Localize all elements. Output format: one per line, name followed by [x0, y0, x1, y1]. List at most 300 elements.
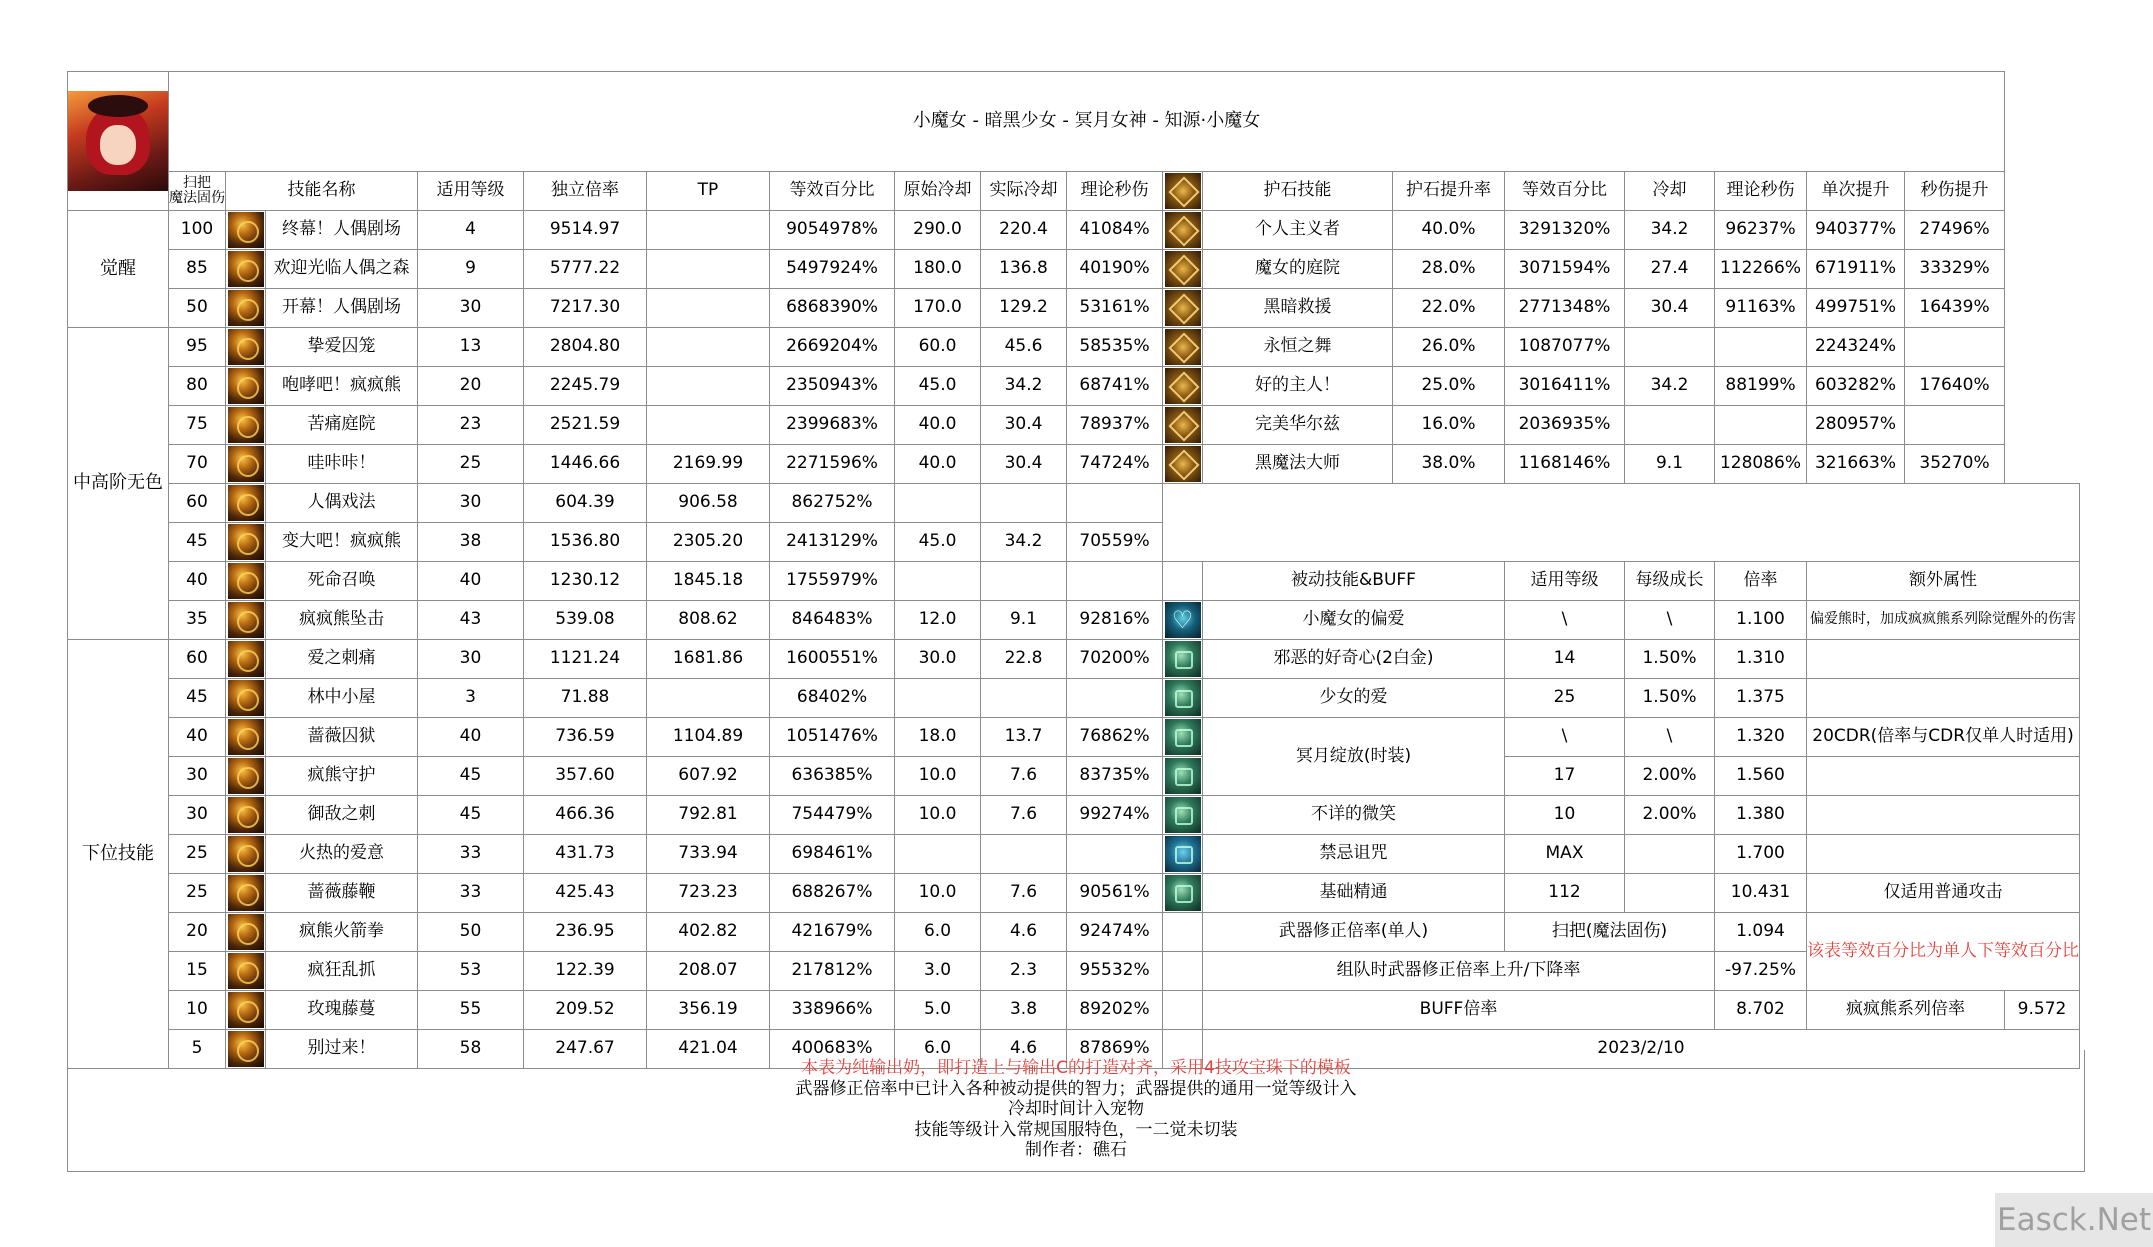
- skill-icon-cell: [226, 991, 266, 1030]
- skill-icon-cell: [226, 796, 266, 835]
- skill-level: 25: [418, 445, 524, 484]
- rune-equiv-pct: 1087077%: [1505, 328, 1625, 367]
- skill-actual-cd: 129.2: [981, 289, 1067, 328]
- rune-boost: 38.0%: [1393, 445, 1505, 484]
- skill-rate: 1230.12: [524, 562, 647, 601]
- skill-icon: [228, 329, 264, 365]
- category-awaken: 觉醒: [68, 211, 169, 328]
- skill-level: 55: [418, 991, 524, 1030]
- skill-tp: [647, 250, 770, 289]
- skill-orig-cd: 10.0: [895, 874, 981, 913]
- skill-name: 苦痛庭院: [266, 406, 418, 445]
- skill-level: 58: [418, 1030, 524, 1069]
- passive-icon-cell: [1163, 601, 1203, 640]
- header-orig-cd: 原始冷却: [895, 172, 981, 211]
- weapon-type: 扫把(魔法固伤): [1505, 913, 1715, 952]
- skill-icon: [228, 602, 264, 638]
- skill-icon: [228, 836, 264, 872]
- spacer-cell: [1163, 484, 2080, 562]
- bear-label: 疯疯熊系列倍率: [1807, 991, 2005, 1030]
- skill-equiv-pct: 636385%: [770, 757, 895, 796]
- rune-dps: 91163%: [1715, 289, 1807, 328]
- skill-actual-cd: 22.8: [981, 640, 1067, 679]
- skill-icon: [228, 680, 264, 716]
- notes-panel: [67, 1050, 2085, 1172]
- skill-dps: 74724%: [1067, 445, 1163, 484]
- skill-orig-cd: [895, 562, 981, 601]
- skill-actual-cd: [981, 679, 1067, 718]
- rune-name: 好的主人！: [1203, 367, 1393, 406]
- skill-dps: [1067, 835, 1163, 874]
- passive-name: 少女的爱: [1203, 679, 1505, 718]
- skill-orig-cd: 30.0: [895, 640, 981, 679]
- skill-level: 3: [418, 679, 524, 718]
- skill-tp: 607.92: [647, 757, 770, 796]
- table-row: [68, 640, 2080, 679]
- skill-orig-cd: 6.0: [895, 1030, 981, 1069]
- header-passive-extra: 额外属性: [1807, 562, 2080, 601]
- table-row: [68, 289, 2080, 328]
- skill-tp: [647, 289, 770, 328]
- skill-icon: [228, 290, 264, 326]
- bear-rate: 9.572: [2005, 991, 2080, 1030]
- rune-equiv-pct: 2036935%: [1505, 406, 1625, 445]
- header-equiv-pct: 等效百分比: [770, 172, 895, 211]
- skill-icon-cell: [226, 523, 266, 562]
- skill-icon: [228, 758, 264, 794]
- team-weapon-label: 组队时武器修正倍率上升/下降率: [1203, 952, 1715, 991]
- skill-equiv-pct: 1755979%: [770, 562, 895, 601]
- skill-orig-cd: 10.0: [895, 757, 981, 796]
- skill-dps: 89202%: [1067, 991, 1163, 1030]
- skill-icon: [228, 797, 264, 833]
- rune-icon: [1165, 290, 1201, 326]
- passive-growth: \: [1625, 601, 1715, 640]
- skill-icon: [228, 563, 264, 599]
- passive-extra: [1807, 835, 2080, 874]
- skill-rate: 209.52: [524, 991, 647, 1030]
- skill-equiv-pct: 862752%: [770, 484, 895, 523]
- passive-rate: 1.100: [1715, 601, 1807, 640]
- skill-actual-cd: 3.8: [981, 991, 1067, 1030]
- rune-dps: 88199%: [1715, 367, 1807, 406]
- table-row: [68, 484, 2080, 523]
- rune-icon-cell: [1163, 250, 1203, 289]
- skill-equiv-pct: 698461%: [770, 835, 895, 874]
- skill-icon: [228, 446, 264, 482]
- rune-icon-cell: [1163, 406, 1203, 445]
- weapon-note: 该表等效百分比为单人下等效百分比: [1807, 913, 2080, 991]
- rune-dps: 128086%: [1715, 445, 1807, 484]
- watermark: Easck.Net: [1995, 1193, 2153, 1247]
- weapon-label: 武器修正倍率(单人): [1203, 913, 1505, 952]
- rune-dps-boost: 16439%: [1905, 289, 2005, 328]
- rune-icon-cell: [1163, 445, 1203, 484]
- skill-level: 20: [418, 367, 524, 406]
- skill-dps: 76862%: [1067, 718, 1163, 757]
- skill-name: 疯疯熊坠击: [266, 601, 418, 640]
- header-dps-boost: 秒伤提升: [1905, 172, 2005, 211]
- rune-name: 完美华尔兹: [1203, 406, 1393, 445]
- skill-level: 50: [418, 913, 524, 952]
- rune-icon: [1165, 329, 1201, 365]
- rune-single-boost: 603282%: [1807, 367, 1905, 406]
- header-indep-rate: 独立倍率: [524, 172, 647, 211]
- skill-actual-cd: 45.6: [981, 328, 1067, 367]
- skill-actual-cd: [981, 835, 1067, 874]
- skill-level-req: 50: [169, 289, 226, 328]
- skill-level: 40: [418, 562, 524, 601]
- skill-level-req: 25: [169, 835, 226, 874]
- skill-level-req: 10: [169, 991, 226, 1030]
- skill-level-req: 40: [169, 718, 226, 757]
- rune-dps: [1715, 328, 1807, 367]
- skill-name: 玫瑰藤蔓: [266, 991, 418, 1030]
- skill-dps: 68741%: [1067, 367, 1163, 406]
- passive-name: 小魔女的偏爱: [1203, 601, 1505, 640]
- header-single-boost: 单次提升: [1807, 172, 1905, 211]
- passive-growth: 2.00%: [1625, 757, 1715, 796]
- skill-equiv-pct: 688267%: [770, 874, 895, 913]
- note-line: 本表为纯输出奶，即打造上与输出C的打造对齐，采用4技攻宝珠下的模板: [801, 1058, 1351, 1078]
- table-row: [68, 211, 2080, 250]
- skill-name: 欢迎光临人偶之森: [266, 250, 418, 289]
- header-passive-rate: 倍率: [1715, 562, 1807, 601]
- passive-extra: [1807, 679, 2080, 718]
- team-icon-cell: [1163, 952, 1203, 991]
- skill-level-req: 75: [169, 406, 226, 445]
- table-row: [68, 718, 2080, 757]
- skill-level-req: 30: [169, 757, 226, 796]
- table-row: [68, 445, 2080, 484]
- skill-name: 御敌之刺: [266, 796, 418, 835]
- skill-name: 林中小屋: [266, 679, 418, 718]
- skill-rate: 236.95: [524, 913, 647, 952]
- header-actual-cd: 实际冷却: [981, 172, 1067, 211]
- skill-icon-cell: [226, 484, 266, 523]
- rune-header-icon-cell: [1163, 172, 1203, 211]
- skill-level-req: 45: [169, 679, 226, 718]
- note-line: 技能等级计入常规国服特色，一二觉未切装: [914, 1119, 1238, 1140]
- header-dps: 理论秒伤: [1067, 172, 1163, 211]
- rune-name: 魔女的庭院: [1203, 250, 1393, 289]
- skill-rate: 71.88: [524, 679, 647, 718]
- skill-rate: 122.39: [524, 952, 647, 991]
- skill-level-req: 25: [169, 874, 226, 913]
- skill-tp: 906.58: [647, 484, 770, 523]
- skill-name: 人偶戏法: [266, 484, 418, 523]
- skill-rate: 2521.59: [524, 406, 647, 445]
- skill-icon: [228, 251, 264, 287]
- passive-icon-cell: [1163, 640, 1203, 679]
- table-row: [68, 796, 2080, 835]
- skill-dps: 40190%: [1067, 250, 1163, 289]
- rune-dps-boost: 33329%: [1905, 250, 2005, 289]
- skill-actual-cd: 34.2: [981, 367, 1067, 406]
- passive-rate: 1.310: [1715, 640, 1807, 679]
- skill-icon: [228, 992, 264, 1028]
- skill-equiv-pct: 754479%: [770, 796, 895, 835]
- rune-name: 永恒之舞: [1203, 328, 1393, 367]
- skill-dps: 92816%: [1067, 601, 1163, 640]
- rune-cd: 9.1: [1625, 445, 1715, 484]
- rune-equiv-pct: 2771348%: [1505, 289, 1625, 328]
- rune-icon: [1165, 446, 1201, 482]
- rune-single-boost: 940377%: [1807, 211, 1905, 250]
- skill-equiv-pct: 2669204%: [770, 328, 895, 367]
- passive-icon: [1165, 719, 1201, 755]
- rune-icon: [1165, 407, 1201, 443]
- rune-icon: [1165, 368, 1201, 404]
- skill-name: 爱之刺痛: [266, 640, 418, 679]
- skill-equiv-pct: 6868390%: [770, 289, 895, 328]
- table-row: [68, 952, 2080, 991]
- skill-icon-cell: [226, 250, 266, 289]
- skill-equiv-pct: 217812%: [770, 952, 895, 991]
- rune-boost: 26.0%: [1393, 328, 1505, 367]
- skill-icon-cell: [226, 835, 266, 874]
- skill-dps: 92474%: [1067, 913, 1163, 952]
- skill-equiv-pct: 400683%: [770, 1030, 895, 1069]
- skill-icon-cell: [226, 289, 266, 328]
- table-row: [68, 601, 2080, 640]
- skill-name: 哇咔咔！: [266, 445, 418, 484]
- rune-dps-boost: 27496%: [1905, 211, 2005, 250]
- passive-level: 25: [1505, 679, 1625, 718]
- skill-rate: 466.36: [524, 796, 647, 835]
- category-mid-high: 中高阶无色: [68, 328, 169, 640]
- skill-rate: 357.60: [524, 757, 647, 796]
- table-row: [68, 406, 2080, 445]
- skill-name: 蔷薇藤鞭: [266, 874, 418, 913]
- table-row: [68, 757, 2080, 796]
- rune-dps: 112266%: [1715, 250, 1807, 289]
- skill-dps: 99274%: [1067, 796, 1163, 835]
- skill-level: 30: [418, 640, 524, 679]
- damage-sheet: [67, 71, 2080, 1069]
- skill-icon: [228, 524, 264, 560]
- table-row: [68, 328, 2080, 367]
- date-cell: 2023/2/10: [1203, 1030, 2080, 1069]
- skill-icon: [228, 407, 264, 443]
- skill-icon-cell: [226, 601, 266, 640]
- skill-level: 43: [418, 601, 524, 640]
- passive-level: \: [1505, 601, 1625, 640]
- skill-dps: 83735%: [1067, 757, 1163, 796]
- skill-equiv-pct: 68402%: [770, 679, 895, 718]
- note-line: 制作者：礁石: [1025, 1140, 1127, 1160]
- category-lower: 下位技能: [68, 640, 169, 1069]
- header-rune-boost: 护石提升率: [1393, 172, 1505, 211]
- rune-icon: [1165, 212, 1201, 248]
- passive-name: 不详的微笑: [1203, 796, 1505, 835]
- passive-extra: [1807, 757, 2080, 796]
- skill-orig-cd: 3.0: [895, 952, 981, 991]
- rune-icon: [1165, 251, 1201, 287]
- header-passive-growth: 每级成长: [1625, 562, 1715, 601]
- header-rune-skill: 护石技能: [1203, 172, 1393, 211]
- skill-tp: 723.23: [647, 874, 770, 913]
- skill-level: 45: [418, 757, 524, 796]
- table-row: [68, 991, 2080, 1030]
- rune-icon-cell: [1163, 367, 1203, 406]
- character-portrait: [68, 72, 169, 211]
- header-skill-name: 技能名称: [226, 172, 418, 211]
- skill-tp: 356.19: [647, 991, 770, 1030]
- skill-level-req: 60: [169, 640, 226, 679]
- table-row: [68, 874, 2080, 913]
- table-row: [68, 835, 2080, 874]
- skill-level-req: 100: [169, 211, 226, 250]
- buff-icon-cell: [1163, 991, 1203, 1030]
- skill-actual-cd: 34.2: [981, 523, 1067, 562]
- passive-rate: 1.320: [1715, 718, 1807, 757]
- skill-icon-cell: [226, 406, 266, 445]
- passive-rate: 1.560: [1715, 757, 1807, 796]
- skill-rate: 2245.79: [524, 367, 647, 406]
- skill-level: 23: [418, 406, 524, 445]
- skill-orig-cd: [895, 835, 981, 874]
- rune-cd: [1625, 406, 1715, 445]
- skill-actual-cd: 220.4: [981, 211, 1067, 250]
- skill-level: 30: [418, 289, 524, 328]
- rune-boost: 16.0%: [1393, 406, 1505, 445]
- skill-dps: 70200%: [1067, 640, 1163, 679]
- passive-icon: [1165, 797, 1201, 833]
- skill-level-req: 70: [169, 445, 226, 484]
- skill-icon: [228, 641, 264, 677]
- header-passive-level: 适用等级: [1505, 562, 1625, 601]
- passive-icon-cell: [1163, 679, 1203, 718]
- skill-tp: [647, 328, 770, 367]
- passive-level: MAX: [1505, 835, 1625, 874]
- skill-dps: 95532%: [1067, 952, 1163, 991]
- passive-rate: 1.380: [1715, 796, 1807, 835]
- skill-actual-cd: 7.6: [981, 874, 1067, 913]
- skill-orig-cd: 40.0: [895, 406, 981, 445]
- buff-label: BUFF倍率: [1203, 991, 1715, 1030]
- skill-orig-cd: 10.0: [895, 796, 981, 835]
- rune-dps: [1715, 406, 1807, 445]
- table-row: [68, 913, 2080, 952]
- skill-icon-cell: [226, 718, 266, 757]
- skill-icon: [228, 914, 264, 950]
- skill-rate: 2804.80: [524, 328, 647, 367]
- skill-equiv-pct: 421679%: [770, 913, 895, 952]
- skill-orig-cd: [895, 679, 981, 718]
- skill-equiv-pct: 2413129%: [770, 523, 895, 562]
- skill-level: 9: [418, 250, 524, 289]
- skill-equiv-pct: 2271596%: [770, 445, 895, 484]
- passive-icon-cell: [1163, 796, 1203, 835]
- page-title: 小魔女 - 暗黑少女 - 冥月女神 - 知源·小魔女: [169, 72, 2005, 172]
- skill-equiv-pct: 846483%: [770, 601, 895, 640]
- skill-name: 终幕！人偶剧场: [266, 211, 418, 250]
- skill-dps: [1067, 562, 1163, 601]
- rune-dps-boost: 35270%: [1905, 445, 2005, 484]
- passive-level: 14: [1505, 640, 1625, 679]
- rune-cd: 34.2: [1625, 211, 1715, 250]
- skill-dps: 87869%: [1067, 1030, 1163, 1069]
- skill-name: 咆哮吧！疯疯熊: [266, 367, 418, 406]
- header-rune-equiv: 等效百分比: [1505, 172, 1625, 211]
- rune-name: 黑魔法大师: [1203, 445, 1393, 484]
- skill-rate: 7217.30: [524, 289, 647, 328]
- skill-level: 4: [418, 211, 524, 250]
- passive-header-icon-cell: [1163, 562, 1203, 601]
- skill-name: 变大吧！疯疯熊: [266, 523, 418, 562]
- skill-orig-cd: 12.0: [895, 601, 981, 640]
- skill-tp: 1845.18: [647, 562, 770, 601]
- skill-tp: 792.81: [647, 796, 770, 835]
- skill-tp: [647, 367, 770, 406]
- passive-level: 112: [1505, 874, 1625, 913]
- rune-cd: 27.4: [1625, 250, 1715, 289]
- skill-name: 疯熊火箭拳: [266, 913, 418, 952]
- skill-level: 45: [418, 796, 524, 835]
- weapon-icon-cell: [1163, 913, 1203, 952]
- skill-equiv-pct: 2350943%: [770, 367, 895, 406]
- skill-rate: 1121.24: [524, 640, 647, 679]
- rune-boost: 28.0%: [1393, 250, 1505, 289]
- skill-rate: 431.73: [524, 835, 647, 874]
- passive-growth: [1625, 835, 1715, 874]
- rune-boost: 25.0%: [1393, 367, 1505, 406]
- rune-equiv-pct: 3291320%: [1505, 211, 1625, 250]
- skill-name: 疯熊守护: [266, 757, 418, 796]
- skill-level: 13: [418, 328, 524, 367]
- skill-orig-cd: 170.0: [895, 289, 981, 328]
- rune-cd: 30.4: [1625, 289, 1715, 328]
- skill-actual-cd: 2.3: [981, 952, 1067, 991]
- skill-icon-cell: [226, 679, 266, 718]
- skill-tp: [647, 406, 770, 445]
- skill-level-req: 45: [169, 523, 226, 562]
- skill-level-req: 30: [169, 796, 226, 835]
- header-rune-cd: 冷却: [1625, 172, 1715, 211]
- table-row: [68, 679, 2080, 718]
- skill-equiv-pct: 9054978%: [770, 211, 895, 250]
- avatar: [68, 91, 168, 191]
- rune-equiv-pct: 1168146%: [1505, 445, 1625, 484]
- header-weapon-fixed: 扫把 魔法固伤: [169, 172, 226, 211]
- passive-icon-cell: [1163, 718, 1203, 757]
- skill-rate: 539.08: [524, 601, 647, 640]
- skill-icon: [228, 212, 264, 248]
- skill-actual-cd: 7.6: [981, 757, 1067, 796]
- rune-single-boost: 671911%: [1807, 250, 1905, 289]
- skill-level-req: 35: [169, 601, 226, 640]
- passive-growth: \: [1625, 718, 1715, 757]
- table-row: [68, 250, 2080, 289]
- skill-orig-cd: 40.0: [895, 445, 981, 484]
- header-passive-name: 被动技能&BUFF: [1203, 562, 1505, 601]
- skill-level-req: 80: [169, 367, 226, 406]
- skill-name: 别过来！: [266, 1030, 418, 1069]
- skill-level: 53: [418, 952, 524, 991]
- skill-tp: 2169.99: [647, 445, 770, 484]
- passive-rate: 10.431: [1715, 874, 1807, 913]
- skill-actual-cd: [981, 562, 1067, 601]
- skill-level-req: 5: [169, 1030, 226, 1069]
- skill-level-req: 95: [169, 328, 226, 367]
- skill-level: 40: [418, 718, 524, 757]
- rune-icon-cell: [1163, 328, 1203, 367]
- skill-level-req: 40: [169, 562, 226, 601]
- passive-icon: [1165, 680, 1201, 716]
- skill-actual-cd: 4.6: [981, 1030, 1067, 1069]
- skill-tp: 402.82: [647, 913, 770, 952]
